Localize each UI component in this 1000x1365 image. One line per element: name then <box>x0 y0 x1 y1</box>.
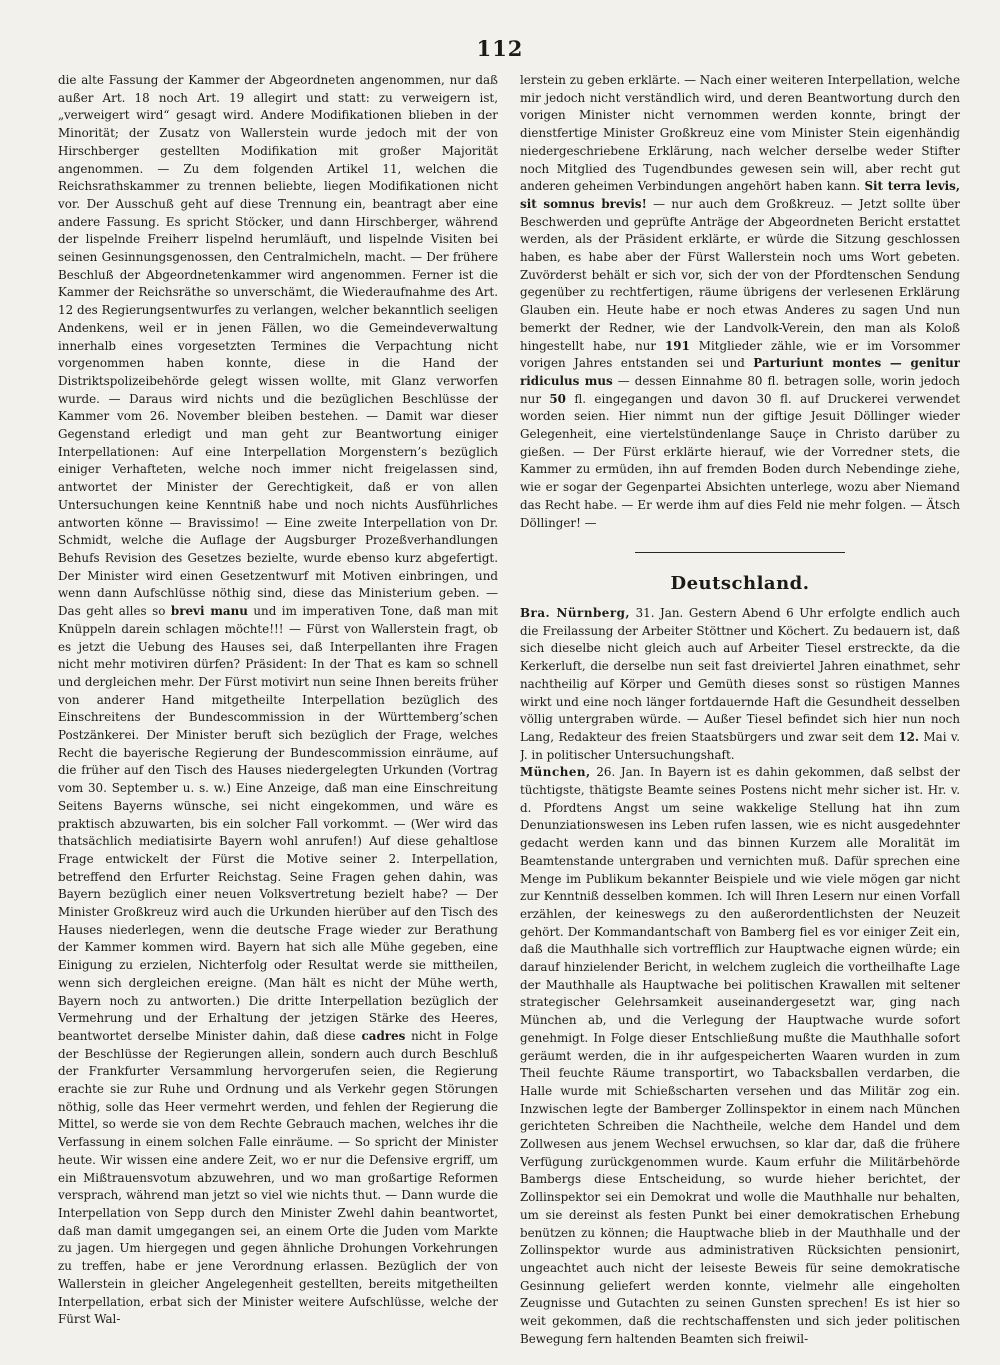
number-highlight: 191 <box>665 338 690 353</box>
text-run: und im imperativen Tone, daß man mit Knüppeln darein schlagen möchte!!! — Fürst von Wallerstein fragt, ob es jetzt die Uebung des Hauses sei, daß Interpellanten ihre Fragen nicht mehr motiviren dürfen? Präsident: In der That es kam so schnell und dergleichen mehr. Der Fürst motivirt nun seine Ihnen bereits früher von anderer Hand mitgetheilte Interpellation bezüglich des Einschreitens der Bundescommission in der Württemberg’schen Postzänkerei. Der Minister beruft sich bezüglich der Frage, welches Recht die bayerische Regierung der Bundescommission einräume, auf die früher auf den Tisch des Hauses niedergelegten Urkunden (Vortrag vom 30. September u. s. w.) Eine Anzeige, daß man eine Einschreitung Seitens Bayerns wünsche, sei nicht eingekommen, und wäre es praktisch abzuwarten, bis ein solcher Fall vorkommt. — (Wer wird das thatsächlich mediatisirte Bayern wohl anrufen!) Auf diese gehaltlose Frage entwickelt der Fürst die Motive seiner 2. Interpellation, betreffend den Erfurter Reichstag. Seine Fragen gehen dahin, was Bayern bezüglich einer neuen Volksvertretung bezielt habe? — Der Minister Großkreuz wird auch die Urkunden hierüber auf den Tisch des Hauses niederlegen, wenn die deutsche Frage wieder zur Berathung der Kammer kommen wird. Bayern hat sich alle Mühe gegeben, eine Einigung zu erzielen, Nichterfolg oder Resultat werde sie mittheilen, wenn sich dergleichen ereigne. (Man hält es nicht der Mühe werth, Bayern noch zu antworten.) Die dritte Interpellation bezüglich der Vermehrung und der Erhaltung der jetzigen Stärke des Heeres, beantwortet derselbe Minister dahin, daß diese <box>58 604 498 1043</box>
text-run: fl. eingegangen und davon 30 fl. auf Druckerei verwendet worden seien. Hier nimmt nun der giftige Jesuit Döllinger wieder Gelegenheit, eine viertelstündenlange Sauçe in Christo darüber zu gießen. — Der Fürst erklärte hierauf, wie der Vorredner stets, die Kammer zu ermüden, ihn auf fremden Boden durch Nebendinge ziehe, wie er sogar der Gegenpartei Absichten unterlege, wozu aber Niemand das Recht habe. — Er werde ihm auf dies Feld nie mehr folgen. — Ätsch Döllinger! — <box>520 391 960 530</box>
news-item <box>520 605 960 764</box>
number-highlight: 12. <box>898 729 920 744</box>
latin-phrase: brevi manu <box>170 604 248 619</box>
left-column <box>58 72 498 1351</box>
text-run: — nur auch dem Großkreuz. — Jetzt sollte über Beschwerden und geprüfte Anträge der Abgeordneten Bericht erstattet werden, als der Präsident erklärte, er würde die Sitzung geschlossen haben, es habe aber der Fürst Wallerstein noch ums Wort gebeten. Zuvörderst behält er sich vor, sich der von der Pfordtenschen Sendung gegenüber zu rechtfertigen, räume übrigens der verlesenen Erklärung Glauben ein. Heute habe er noch etwas Anderes zu sagen Und nun bemerkt der Redner, wie der Landvolk-Verein, den man als Koloß hingestellt habe, nur <box>520 196 960 353</box>
latin-phrase: Sit terra levis, sit somnus brevis! <box>520 179 960 211</box>
dateline: München, <box>520 765 591 780</box>
page-number: 112 <box>476 36 524 61</box>
text-run: — dessen Einnahme 80 fl. betragen solle, worin jedoch nur <box>520 373 960 406</box>
columns <box>58 72 960 1351</box>
text-run: lerstein zu geben erklärte. — Nach einer weiteren Interpellation, welche mir jedoch nicht verständlich wird, und deren Beantwortung durch den vorigen Minister nicht vernommen werden konnte, bringt der dienstfertige Minister Großkreuz eine vom Minister Stein eigenhändig niedergeschriebene Erklärung, nach welcher derselbe weder Stifter noch Mitglied des Tugendbundes gewesen sein will, aber recht gut anderen geheimen Verbindungen angehört haben kann. <box>520 73 960 194</box>
latin-phrase: Parturiunt montes — genitur ridiculus mus <box>520 356 960 388</box>
dateline: Bra. Nürnberg, <box>520 605 631 620</box>
article-text <box>58 72 498 1329</box>
article-text <box>520 72 960 532</box>
text-run: 26. Jan. In Bayern ist es dahin gekommen, daß selbst der tüchtigste, thätigste Beamte seines Postens nicht mehr sicher ist. Hr. v. d. Pfordtens Angst um seine wakkelige Stellung hat ihn zum Denunziationswesen ins Leben rufen lassen, wie es nicht ausgedehnter gedacht werden kann und das binnen Kurzem alle Moralität im Beamtenstande untergraben und vernichten muß. Dafür sprechen eine Menge im Publikum bekannter Beispiele und wie viele mögen gar nicht zur Kenntniß desselben kommen. Ich will Ihren Lesern nur einen Vorfall erzählen, der keineswegs zu den außerordentlichsten der Neuzeit gehört. Der Kommandantschaft von Bamberg fiel es vor einiger Zeit ein, daß die Mauthhalle sich vortrefflich zur Hauptwache eignen würde; ein darauf hinzielender Bericht, in welchem zugleich die vortheilhafte Lage der Mauthhalle als Hauptwache bei politischen Krawallen mit seltener strategischer Gelehrsamkeit auseinandergesetzt war, ging nach München ab, und die Verlegung der Hauptwache wurde sofort genehmigt. In Folge dieser Entschließung mußte die Mauthhalle sofort geräumt werden, die in ihr aufgespeicherten Waaren wurden in zum Theil feuchte Räume transportirt, wo Tabacksballen verdarben, die Halle wurde mit Schießscharten versehen und das Militär zog ein. Inzwischen legte der Bamberger Zollinspektor in einem nach München gerichteten Schreiben die Nachtheile, welche dem Handel und dem Zollwesen aus jenem Wechsel erwuchsen, so klar dar, daß die frühere Verfügung zurückgenommen wurde. Kaum erfuhr die Militärbehörde Bambergs diese Entscheidung, so wurde hieher berichtet, der Zollinspektor sei ein Demokrat und wolle die Mauthhalle nur behalten, um sie dereinst als festen Punkt bei einer demokratischen Erhebung benützen zu können; die Hauptwache blieb in der Mauthhalle und der Zollinspektor wurde aus administrativen Rücksichten pensionirt, ungeachtet auch nicht der leiseste Beweis für seine demokratische Gesinnung geliefert werden konnte, vielmehr alle eingeholten Zeugnisse und Gutachten zu seinen Gunsten sprechen! Es ist hier so weit gekommen, daß die rechtschaffensten und sich jeder politischen Bewegung fern haltenden Beamten sich freiwil- <box>520 765 960 1346</box>
number-highlight: 50 <box>549 391 566 406</box>
text-run: die alte Fassung der Kammer der Abgeordneten angenommen, nur daß außer Art. 18 noch Art. 19 allegirt und statt: zu verweigern ist, „verweigert wird“ gesagt wird. Andere Modifikationen blieben in der Minorität; der Zusatz von Wallerstein wurde jedoch mit der von Hirschberger gestellten Modifikation mit großer Majorität angenommen. — Zu dem folgenden Artikel 11, welchen die Reichsrathskammer zu trennen beliebte, liegen Modifikationen nicht vor. Der Ausschuß geht auf diese Trennung ein, beantragt aber eine andere Fassung. Es spricht Stöcker, und dann Hirschberger, während der lispelnde Freiherr lispelnd herumläuft, und lispelnde Visiten bei seinen Gesinnungsgenossen, den Centralmicheln, macht. — Der frühere Beschluß der Abgeordnetenkammer wird angenommen. Ferner ist die Kammer der Reichsräthe so unverschämt, die Wiederaufnahme des Art. 12 des Regierungsentwurfes zu verlangen, welcher bekanntlich seeligen Andenkens, weil er in jenen Fällen, wo die Gemeindeverwaltung innerhalb eines vorgesetzten Termines die Verpachtung nicht vorgenommen haben konnte, diese in die Hand der Distriktspolizeibehörde gelegt wissen wollte, mit Glanz verworfen wurde. — Daraus wird nichts und die bezüglichen Beschlüsse der Kammer vom 26. November bleiben bestehen. — Damit war dieser Gegenstand erledigt und man geht zur Beantwortung einiger Interpellationen: Auf eine Interpellation Morgenstern’s bezüglich einiger Verhafteten, welche noch immer nicht freigelassen sind, antwortet der Minister der Gerechtigkeit, daß er von allen Untersuchungen keine Kenntniß habe und noch nichts Ausführliches antworten könne — Bravissimo! — Eine zweite Interpellation von Dr. Schmidt, welche die Auflage der Augsburger Prozeßverhandlungen Behufs Revision des Gesetzes bezielte, wurde ebenso kurz abgefertigt. Der Minister wird einen Gesetzentwurf mit Motiven einbringen, und wenn dann Aufschlüsse nöthig sind, diese das Ministerium geben. — Das geht alles so <box>58 73 498 619</box>
section-title: Deutschland. <box>670 573 810 595</box>
right-column <box>520 72 960 1351</box>
text-run: Mai v. J. in politischer Untersuchungshaft. <box>520 729 960 762</box>
text-run: Mitglieder zähle, wie er im Vorsommer vorigen Jahres entstanden sei und <box>520 338 960 371</box>
section-separator <box>635 552 845 553</box>
text-run: nicht in Folge der Beschlüsse der Regierungen allein, sondern auch durch Beschluß der Frankfurter Versammlung hervorgerufen seien, die Regierung erachte sie zur Ruhe und Ordnung und als Verkehr gegen Störungen nöthig, solle das Heer vermehrt werden, und fehlen der Regierung die Mittel, so werde sie von dem Rechte Gebrauch machen, welches ihr die Verfassung in einem solchen Falle einräume. — So spricht der Minister heute. Wir wissen eine andere Zeit, wo er nur die Defensive ergriff, um ein Mißtrauensvotum abzuwehren, und wo man großartige Reformen versprach, während man jetzt so viel wie nichts thut. — Dann wurde die Interpellation von Sepp durch den Minister Zwehl dahin beantwortet, daß man damit umgegangen sei, an einem Orte die Juden vom Markte zu jagen. Um hiergegen und gegen ähnliche Drohungen Vorkehrungen zu treffen, habe er jene Verordnung erlassen. Bezüglich der von Wallerstein in gleicher Angelegenheit gestellten, bereits mitgetheilten Interpellation, erbat sich der Minister weitere Aufschlüsse, welche der Fürst Wal- <box>58 1028 498 1327</box>
latin-phrase: cadres <box>361 1028 406 1043</box>
text-run: 31. Jan. Gestern Abend 6 Uhr erfolgte endlich auch die Freilassung der Arbeiter Stöttner und Köchert. Zu bedauern ist, daß sich dieselbe nicht gleich auch auf Arbeiter Tiesel erstreckte, da die Kerkerluft, die derselbe nun seit fast dreiviertel Jahren einathmet, sehr nachtheilig auf Körper und Gemüth dieses sonst so rüstigen Mannes wirkt und eine noch länger fortdauernde Haft die Gesundheit desselben völlig untergraben würde. — Außer Tiesel befindet sich hier nun noch Lang, Redakteur des freien Staatsbürgers und zwar seit dem <box>520 605 960 744</box>
news-item <box>520 764 960 1348</box>
